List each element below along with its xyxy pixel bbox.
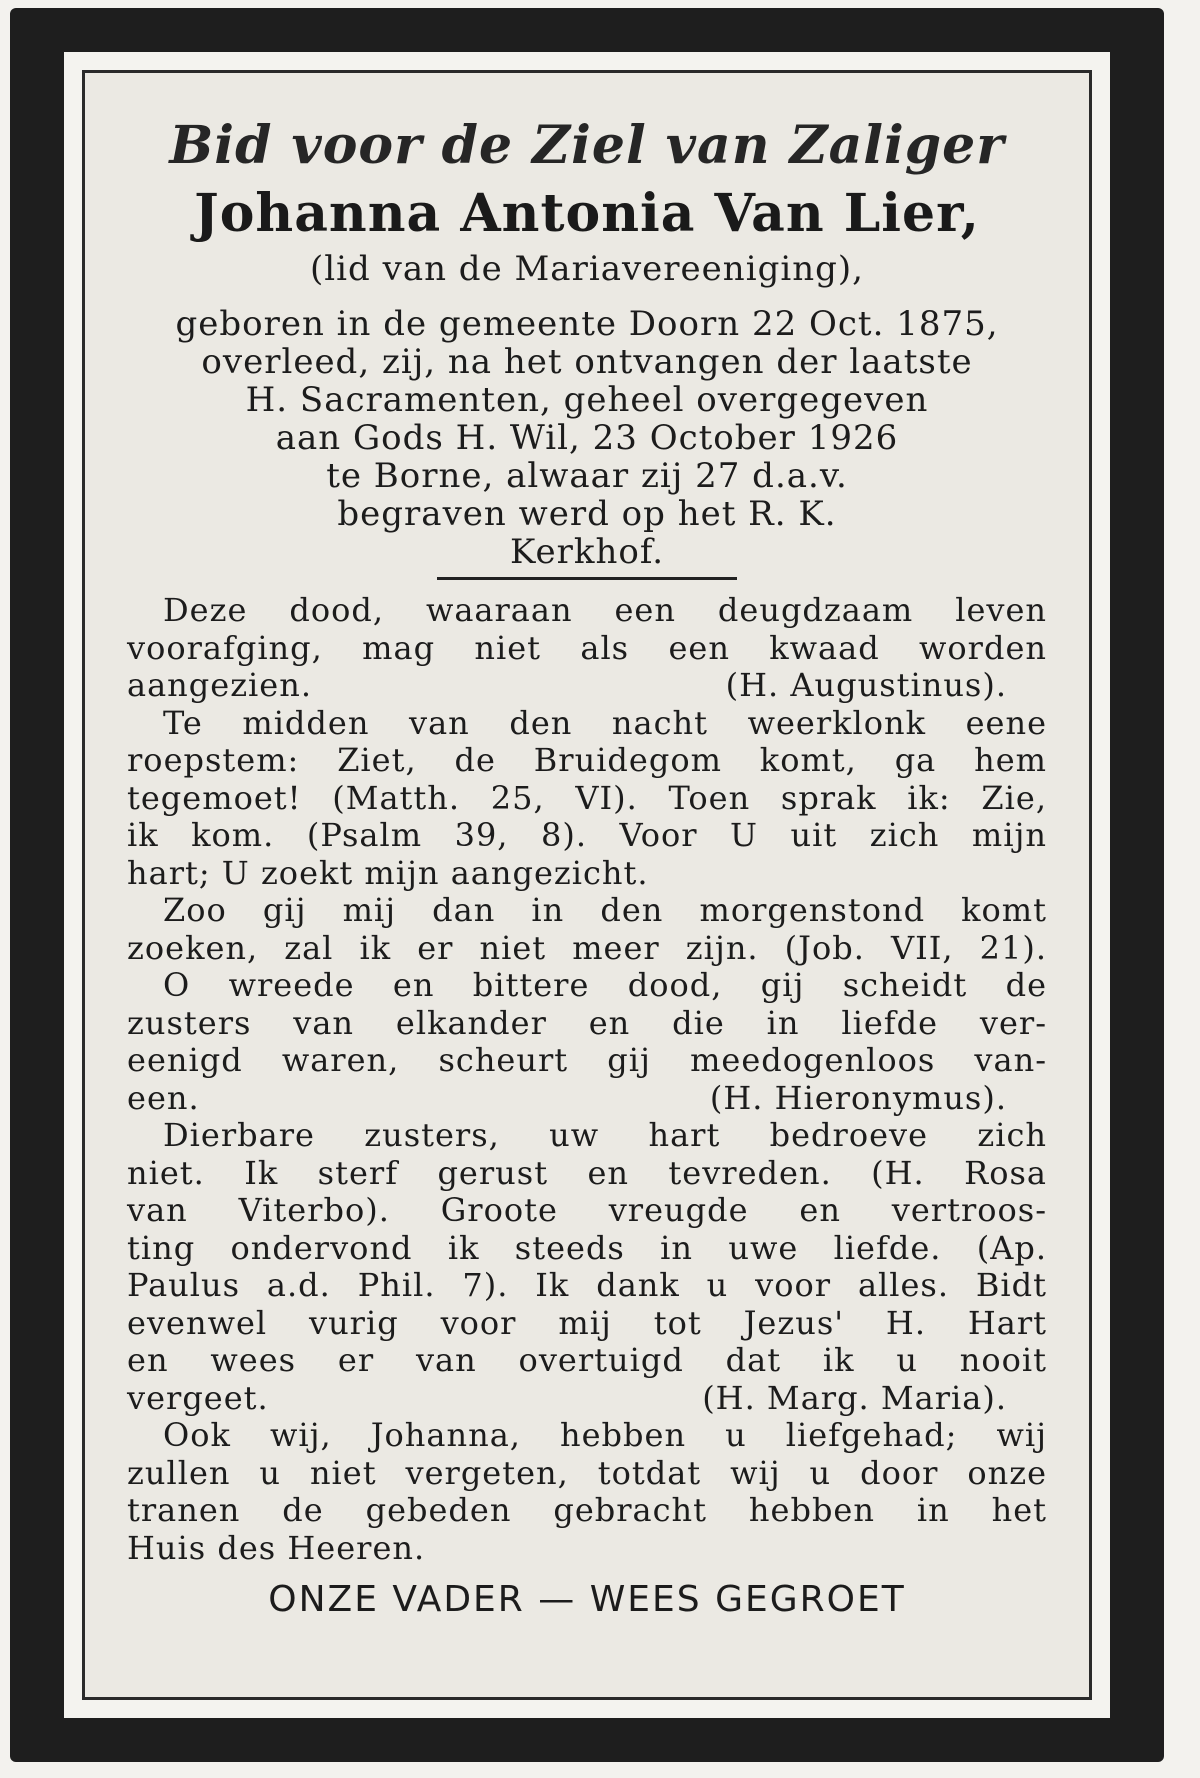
quote-line-with-source [127,667,1047,705]
life-details [127,305,1047,571]
membership-note: (lid van de Mariavereeniging), [310,249,864,289]
quote-augustinus [127,592,1047,705]
quote-source: (H. Hieronymus). [709,1078,1007,1117]
quote-rosa-paulus-maria [127,1117,1047,1417]
quote-line: evenwel vurig voor mij tot Jezus' H. Hart [127,1303,1047,1342]
quote-line: roepstem: Ziet, de Bruidegom komt, ga hem [127,741,1047,779]
life-line: overleed, zij, na het ontvangen der laatste [201,342,973,382]
life-line: te Borne, alwaar zij 27 d.a.v. [326,456,848,496]
card-content [127,111,1047,1677]
quote-job [127,892,1047,967]
closing-paragraph [127,1417,1047,1567]
quote-line: ting ondervond ik steeds in uwe liefde. (Ap. [127,1228,1047,1267]
quote-line: zoeken, zal ik er niet meer zijn. (Job. VII, 21). [127,928,1047,967]
life-line: geboren in de gemeente Doorn 22 Oct. 1875, [175,304,999,344]
quote-line-with-source [127,1080,1047,1118]
quote-line: Ook wij, Johanna, hebben u liefgehad; wij [163,1416,1047,1454]
deceased-name: Johanna Antonia Van Lier, [194,183,980,244]
life-line: Kerkhof. [509,532,664,572]
card-border-frame [82,70,1092,1700]
quote-line: zullen u niet vergeten, totdat wij u door onze [127,1453,1047,1492]
card-title: Bid voor de Ziel van Zaliger [169,115,1005,176]
quote-line: voorafging, mag niet als een kwaad worden [127,628,1047,667]
quote-line: en wees er van overtuigd dat ik u nooit [127,1341,1047,1379]
life-line: begraven werd op het R. K. [337,494,837,534]
prayer-footer: ONZE VADER — WEES GEGROET [268,1579,906,1620]
quote-line: Zoo gij mij dan in den morgenstond komt [163,891,1047,929]
quote-line: eenigd waren, scheurt gij meedogenloos van- [127,1041,1047,1079]
quote-text: aangezien. [127,666,312,704]
quote-line-with-source [127,1380,1047,1418]
quote-source: (H. Augustinus). [725,666,1007,704]
quote-line: Deze dood, waaraan een deugdzaam leven [163,591,1047,629]
quote-source: (H. Marg. Maria). [702,1378,1007,1417]
quote-line: Huis des Heeren. [127,1528,426,1567]
quote-line: hart; U zoekt mijn aangezicht. [127,853,649,892]
quote-text: vergeet. [127,1378,269,1417]
quote-text: een. [127,1078,200,1117]
quote-line: tranen de gebeden gebracht hebben in het [127,1491,1047,1529]
card-inner-margin [64,52,1110,1718]
quote-line: O wreede en bittere dood, gij scheidt de [163,966,1047,1004]
memorial-card [10,8,1164,1762]
quote-line: niet. Ik sterf gerust en tevreden. (H. Rosa [127,1153,1047,1192]
life-line: H. Sacramenten, geheel overgegeven [245,380,929,420]
quote-line: Dierbare zusters, uw hart bedroeve zich [163,1116,1047,1154]
quote-line: Te midden van den nacht weerklonk eene [163,703,1047,742]
divider-rule [437,577,737,580]
life-line: aan Gods H. Wil, 23 October 1926 [275,418,899,458]
quote-matthew-psalm [127,705,1047,893]
quote-line: ik kom. (Psalm 39, 8). Voor U uit zich mijn [127,816,1047,854]
quote-line: Paulus a.d. Phil. 7). Ik dank u voor alles. Bidt [127,1266,1047,1304]
quote-line: tegemoet! (Matth. 25, VI). Toen sprak ik: Zie, [127,778,1047,817]
quote-line: van Viterbo). Groote vreugde en vertroos- [127,1191,1047,1229]
quote-line: zusters van elkander en die in liefde ver- [127,1003,1047,1042]
quote-hieronymus [127,967,1047,1117]
